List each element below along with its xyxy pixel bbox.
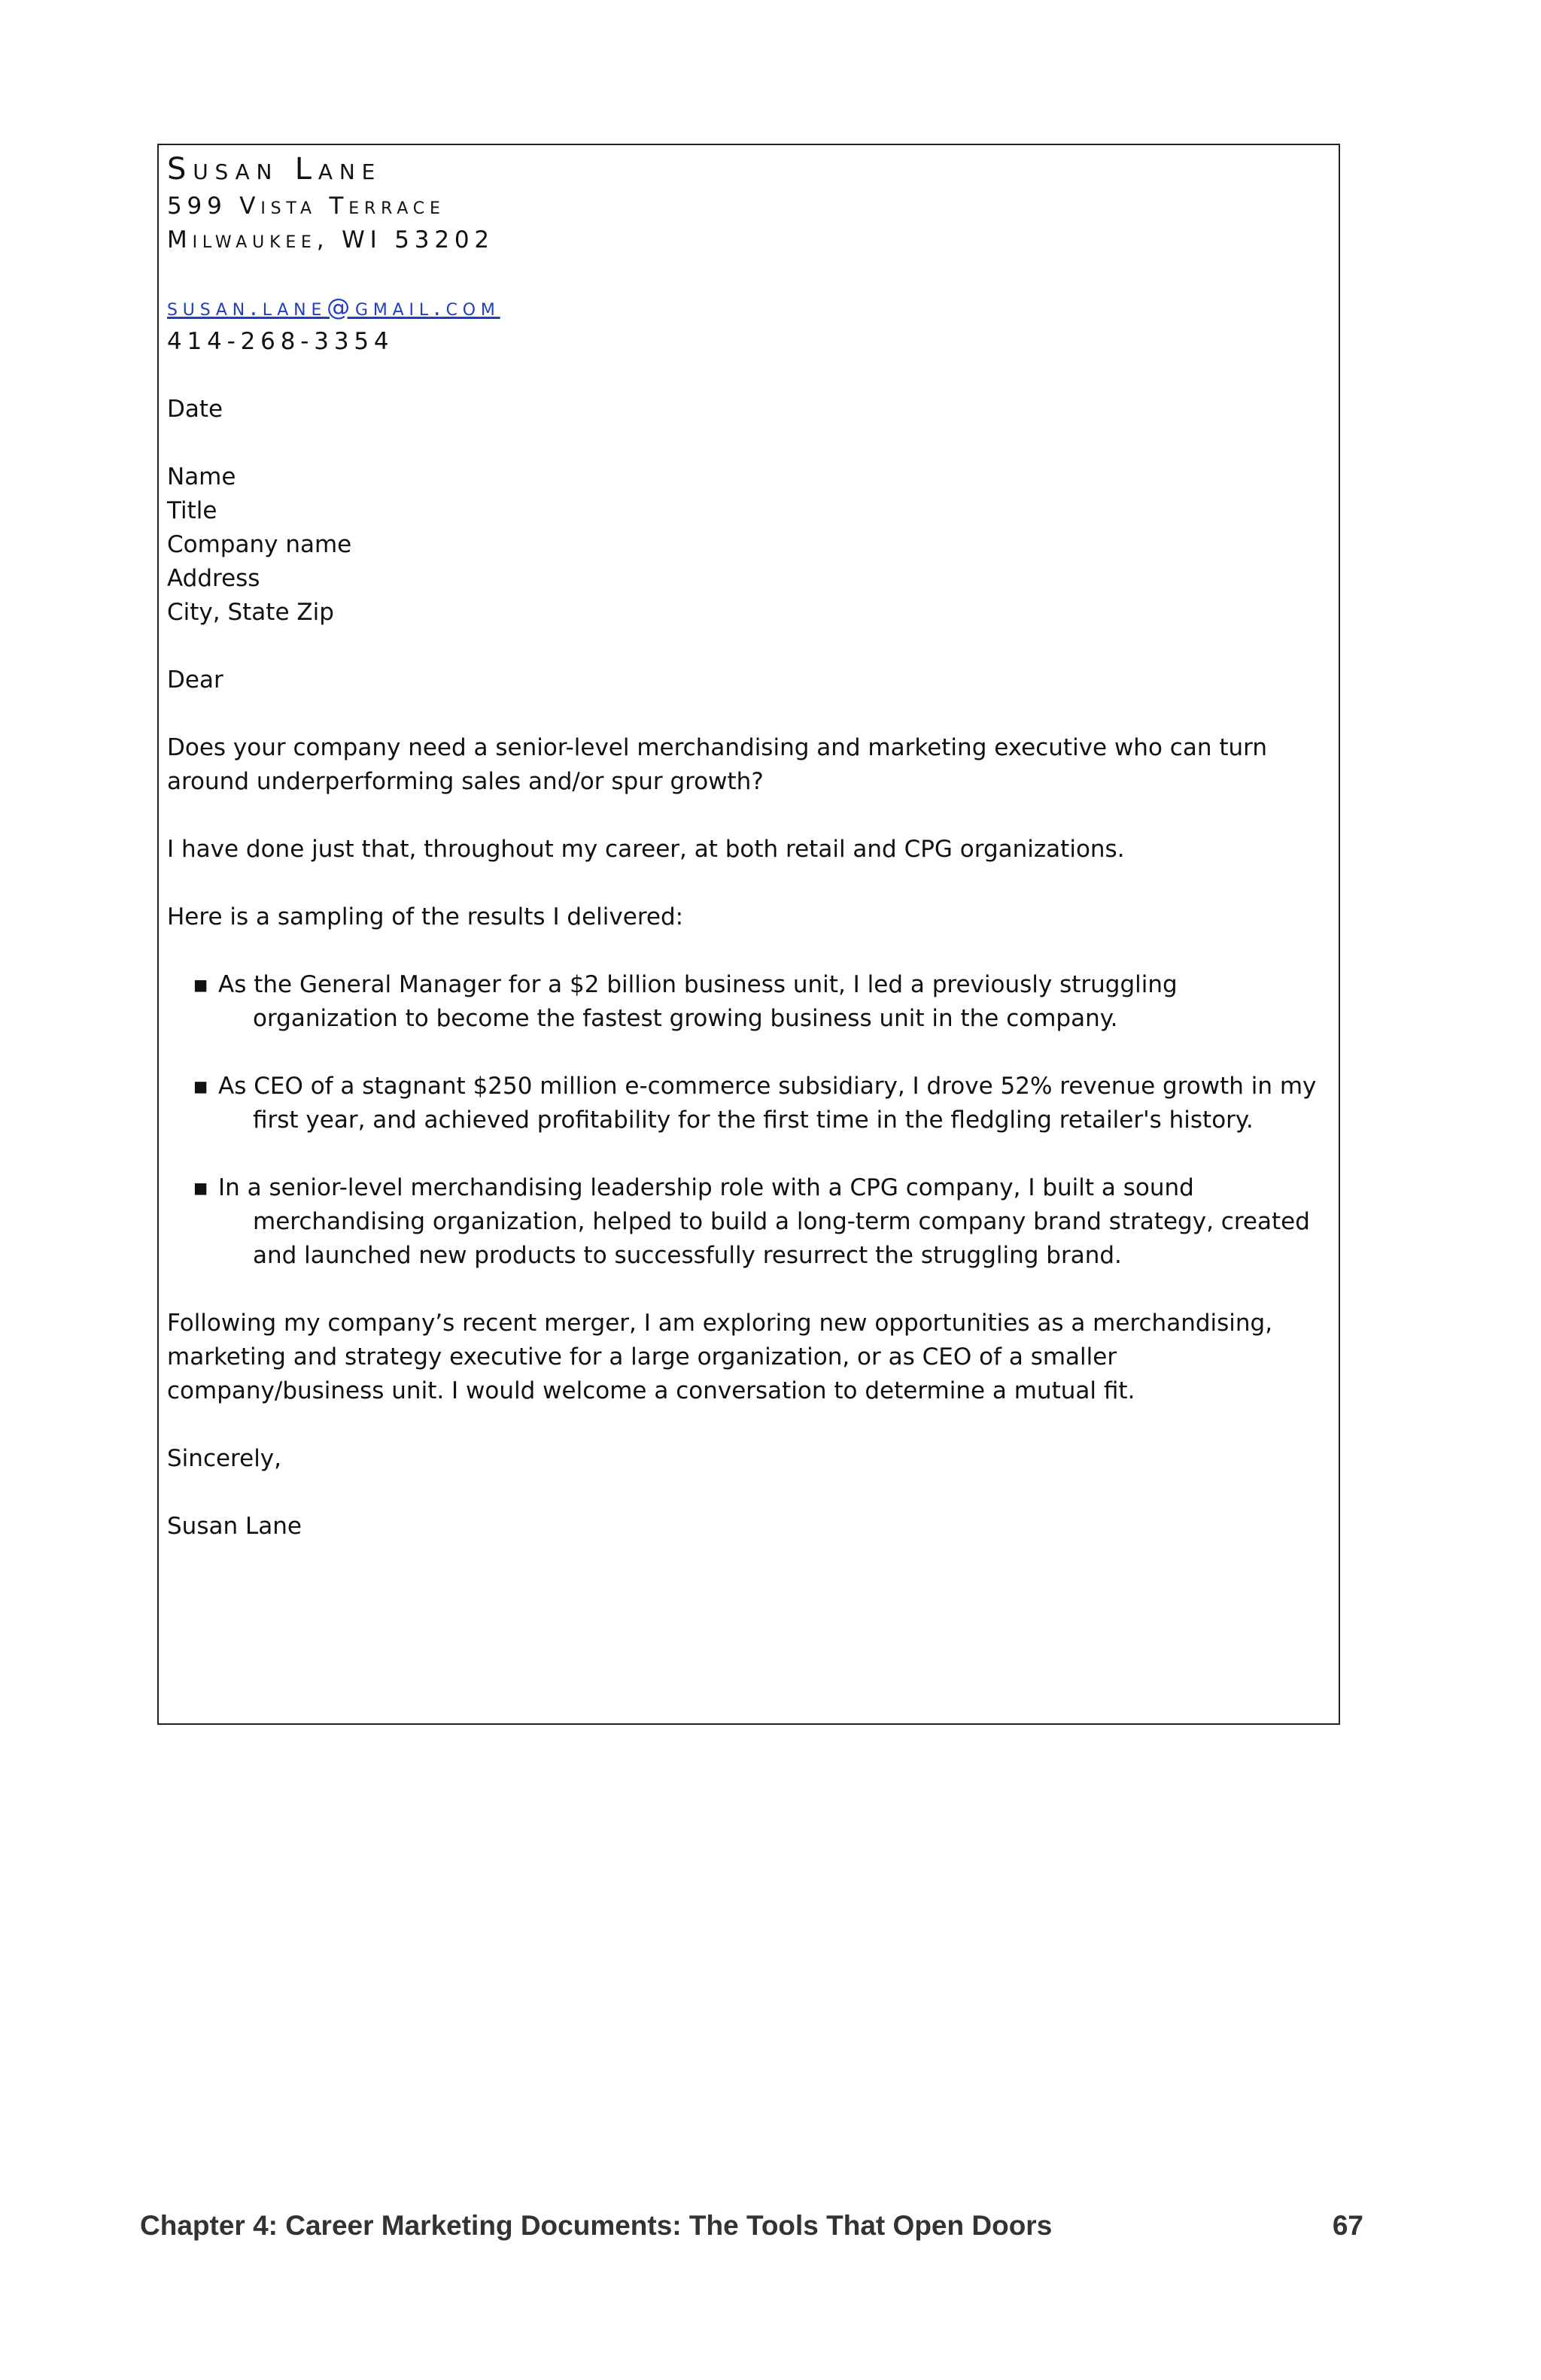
results-list <box>167 968 1326 1273</box>
bullet-icon: ▪ <box>193 1174 209 1201</box>
recipient-city-state-zip: City, State Zip <box>167 599 334 626</box>
closing: Sincerely, <box>167 1445 282 1472</box>
list-item-text: As CEO of a stagnant $250 million e-commerce subsidiary, I drove 52% revenue growth in my first year, and achieved profitability for the first time in the fledgling retailer's history. <box>218 1073 1317 1134</box>
paragraph-closing-pitch: Following my company’s recent merger, I am exploring new opportunities as a merchandising, marketing and strategy executive for a large organization, or as CEO of a smaller company/business unit. I would welcome a conversation to determine a mutual fit. <box>167 1310 1273 1404</box>
paragraph-experience: I have done just that, throughout my career, at both retail and CPG organizations. <box>167 836 1125 863</box>
list-item-text: As the General Manager for a $2 billion business unit, I led a previously struggling organization to become the fastest growing business unit in the company. <box>218 971 1178 1032</box>
recipient-block <box>167 460 1326 630</box>
sender-street: 599 Vista Terrace <box>167 193 445 220</box>
recipient-title: Title <box>167 497 217 524</box>
paragraph-results-intro: Here is a sampling of the results I delivered: <box>167 903 684 930</box>
recipient-address: Address <box>167 565 260 592</box>
paragraph-intro: Does your company need a senior-level merchandising and marketing executive who can turn around underperforming sales and/or spur growth? <box>167 734 1267 795</box>
letter-date: Date <box>167 396 223 423</box>
sender-name: Susan Lane <box>167 152 382 187</box>
salutation: Dear <box>167 666 223 694</box>
page-footer <box>140 2210 1366 2242</box>
signature: Susan Lane <box>167 1513 302 1540</box>
sender-phone: 414-268-3354 <box>167 328 394 355</box>
bullet-icon: ▪ <box>193 971 209 998</box>
list-item <box>167 1070 1326 1137</box>
recipient-company: Company name <box>167 531 352 558</box>
list-item <box>167 1171 1326 1273</box>
page-number: 67 <box>1332 2210 1363 2241</box>
sender-city: Milwaukee, WI 53202 <box>167 226 494 253</box>
list-item <box>167 968 1326 1036</box>
sender-email-link[interactable]: susan.lane@gmail.com <box>167 294 500 321</box>
list-item-text: In a senior-level merchandising leadership role with a CPG company, I built a sound merchandising organization, helped to build a long-term company brand strategy, created and launched new products to successfully resurrect the struggling brand. <box>218 1174 1310 1269</box>
cover-letter <box>167 149 1326 1544</box>
chapter-title: Chapter 4: Career Marketing Documents: The Tools That Open Doors <box>140 2210 1053 2241</box>
recipient-name: Name <box>167 463 236 490</box>
bullet-icon: ▪ <box>193 1073 209 1100</box>
